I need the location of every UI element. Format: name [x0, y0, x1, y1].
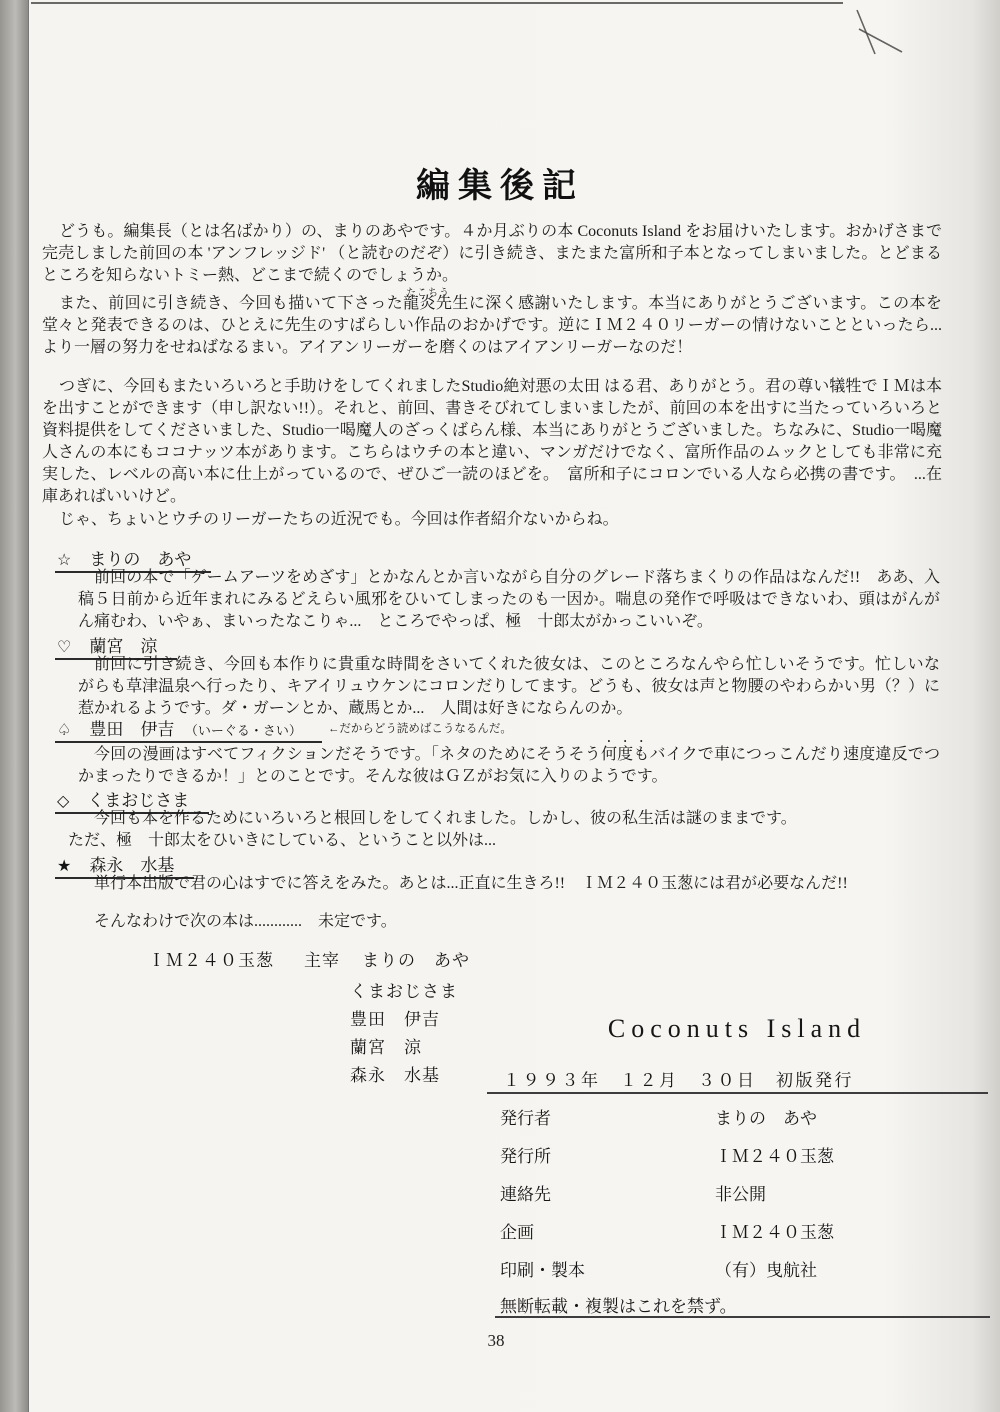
intro-paragraph-1: どうも。編集長（とは名ばかり）の、まりのあやです。４か月ぶりの本 Coconuts Island をお届けいたします。おかげさまで完売しました前回の本 'アンフレッジド' （と読むのだぞ）に引き続き、またまた富所和子本となってしまいました。とどまるところを知らないトミー熱、どこまで続くのでしょうか。: [42, 223, 942, 284]
heart-outline-icon: ♡: [57, 639, 72, 656]
row-label: 発行所: [500, 1147, 551, 1166]
scan-edge-left: [0, 0, 28, 1412]
row-value: ＩＭ２４０玉葱: [715, 1147, 834, 1166]
intro-paragraph-3: つぎに、今回もまたいろいろと手助けをしてくれましたStudio絶対悪の太田 はる君、ありがとう。君の尊い犠牲でＩＭは本を出すことができます（申し訳ない!!）。それと、前回、書きそびれてしまいましたが、前回の本を出すに当たっていろいろと資料提供をしてくださいました、Studio一喝魔人のざっくばらん様、本当にありがとうございました。ちなみに、Studio一喝魔人さんの本にもココナッツ本があります。こちらはウチの本と違い、マンガだけでなく、富所作品のムックとしても非常に充実した、レベルの高い本に仕上がっているので、ぜひご一読のほどを。 富所和子にコロンでいる人なら必携の書です。 ...在庫あればいいけど。: [42, 378, 942, 505]
author-name: 豊田 伊吉: [89, 720, 175, 739]
colophon-row-planning: [500, 1218, 980, 1243]
colophon-rule-bottom: [495, 1316, 990, 1318]
author-name: まりの あや: [89, 550, 192, 569]
roster-member: くまおじさま: [350, 982, 458, 1001]
paragraph-2-post: 先生に深く感謝いたします。本当にありがとうございます。この本を堂々と発表できるのは、ひとえに先生のすばらしい作品のおかげです。逆にＩＭ２４０リーガーの情けないことといったら... より一層の努力をせねばなるまい。アイアンリーガーを磨くのはアイアンリーガーなのだ！: [42, 295, 959, 356]
row-value: 非公開: [715, 1185, 766, 1204]
circle-name: ＩＭ２４０玉葱: [148, 951, 274, 970]
section-body-kumaoji-line1: 今回も本を作るためにいろいろと根回しをしてくれました。しかし、彼の私生活は謎のままです。: [94, 810, 797, 827]
colophon-row-printing: [500, 1256, 980, 1281]
colophon-date-line: １９９３年 １２月 ３０日 初版発行: [503, 1071, 854, 1090]
colophon-rule-top: [487, 1092, 988, 1094]
diamond-outline-icon: ◇: [57, 793, 70, 810]
row-value: （有）曳航社: [715, 1261, 817, 1280]
row-label: 連絡先: [500, 1185, 551, 1204]
name-reading: （いーぐる・さい）: [191, 723, 302, 738]
colophon-row-publisher: [500, 1104, 980, 1129]
ruby-base: 龍炎: [403, 295, 436, 312]
leader-name: まりの あや: [362, 951, 470, 970]
author-name: くまおじさま: [87, 791, 190, 810]
furigana: たこちう: [406, 288, 451, 299]
intro-paragraph-2: [42, 288, 959, 359]
roster-member: 森永 水基: [350, 1066, 440, 1085]
emphasized-text: 何度も: [600, 746, 650, 763]
colophon-book-title: Coconuts Island: [607, 1014, 867, 1043]
roster-member: 豊田 伊吉: [350, 1010, 440, 1029]
star-outline-icon: ☆: [57, 552, 72, 569]
role-label: 主宰: [304, 951, 340, 970]
body-pre: 今回の漫画はすべてフィクションだそうです。「ネタのためにそうそう: [94, 746, 601, 763]
section-body-marino-aya: 前回の本で「ゲームアーツをめざす」とかなんとか言いながら自分のグレード落ちまくりの作品はなんだ!! ああ、入稿５日前から近年まれにみるどえらい風邪をひいてしまったのも一因か。喘息の発作で呼吸はできないわ、頭はがんがん痛むわ、いやぁ、まいったなこりゃ... ところでやっぱ、極 十郎太がかっこいいぞ。: [78, 569, 940, 630]
row-value: ＩＭ２４０玉葱: [715, 1223, 834, 1242]
author-name: 蘭宮 涼: [89, 637, 158, 656]
colophon-row-contact: [500, 1180, 980, 1205]
section-body-toyota-ikichi: [78, 737, 940, 788]
page-number: 38: [487, 1331, 505, 1350]
row-label: 印刷・製本: [500, 1261, 585, 1280]
section-body-ranmiya-ryo: 前回に引き続き、今回も本作りに貴重な時間をさいてくれた彼女は、このところなんやら忙しいそうです。忙しいながらも草津温泉へ行ったり、キアイリュウケンにコロンだりしてます。どうも、彼女は声と物腰のやわらかい男（？）に惹かれるようです。ダ・ガーンとか、蔵馬とか... 人間は好きにならんのか。: [78, 656, 940, 717]
section-body-kumaoji-line2: ただ、極 十郎太をひいきにしている、ということ以外は...: [68, 832, 497, 849]
roster-member: 蘭宮 涼: [350, 1038, 422, 1057]
copyright-notice: 無断転載・複製はこれを禁ず。: [500, 1297, 737, 1316]
row-label: 発行者: [500, 1109, 551, 1128]
next-book-line: そんなわけで次の本は............ 未定です。: [94, 913, 397, 930]
colophon-row-publishing-office: [500, 1142, 980, 1167]
star-filled-icon: ★: [57, 858, 72, 875]
pen-x-mark: [845, 4, 915, 64]
author-name: 森永 水基: [89, 856, 175, 875]
page-title: 編集後記: [416, 168, 584, 205]
ruby-word: [403, 288, 451, 312]
scan-edge-top: [31, 2, 843, 4]
paragraph-2-pre: また、前回に引き続き、今回も描いて下さった: [59, 295, 404, 312]
body-post: バイクで車につっこんだり速度違反でつかまったりできるか！」とのことです。そんな彼はＧＺがお気に入りのようです。: [78, 746, 940, 785]
roster-circle-line: [148, 946, 470, 971]
section-body-morinaga-mizuki: 単行本出版で君の心はすでに答えをみた。あとは...正直に生きろ!! ＩＭ２４０玉葱には君が必要なんだ!!: [94, 875, 848, 892]
row-value: まりの あや: [715, 1109, 817, 1128]
handwritten-note: ←だからどう読めばこうなるんだ。: [327, 723, 512, 735]
row-label: 企画: [500, 1223, 534, 1242]
intro-paragraph-4: じゃ、ちょいとウチのリーガーたちの近況でも。今回は作者紹介ないからね。: [59, 511, 619, 528]
spade-outline-icon: ♤: [57, 722, 72, 739]
